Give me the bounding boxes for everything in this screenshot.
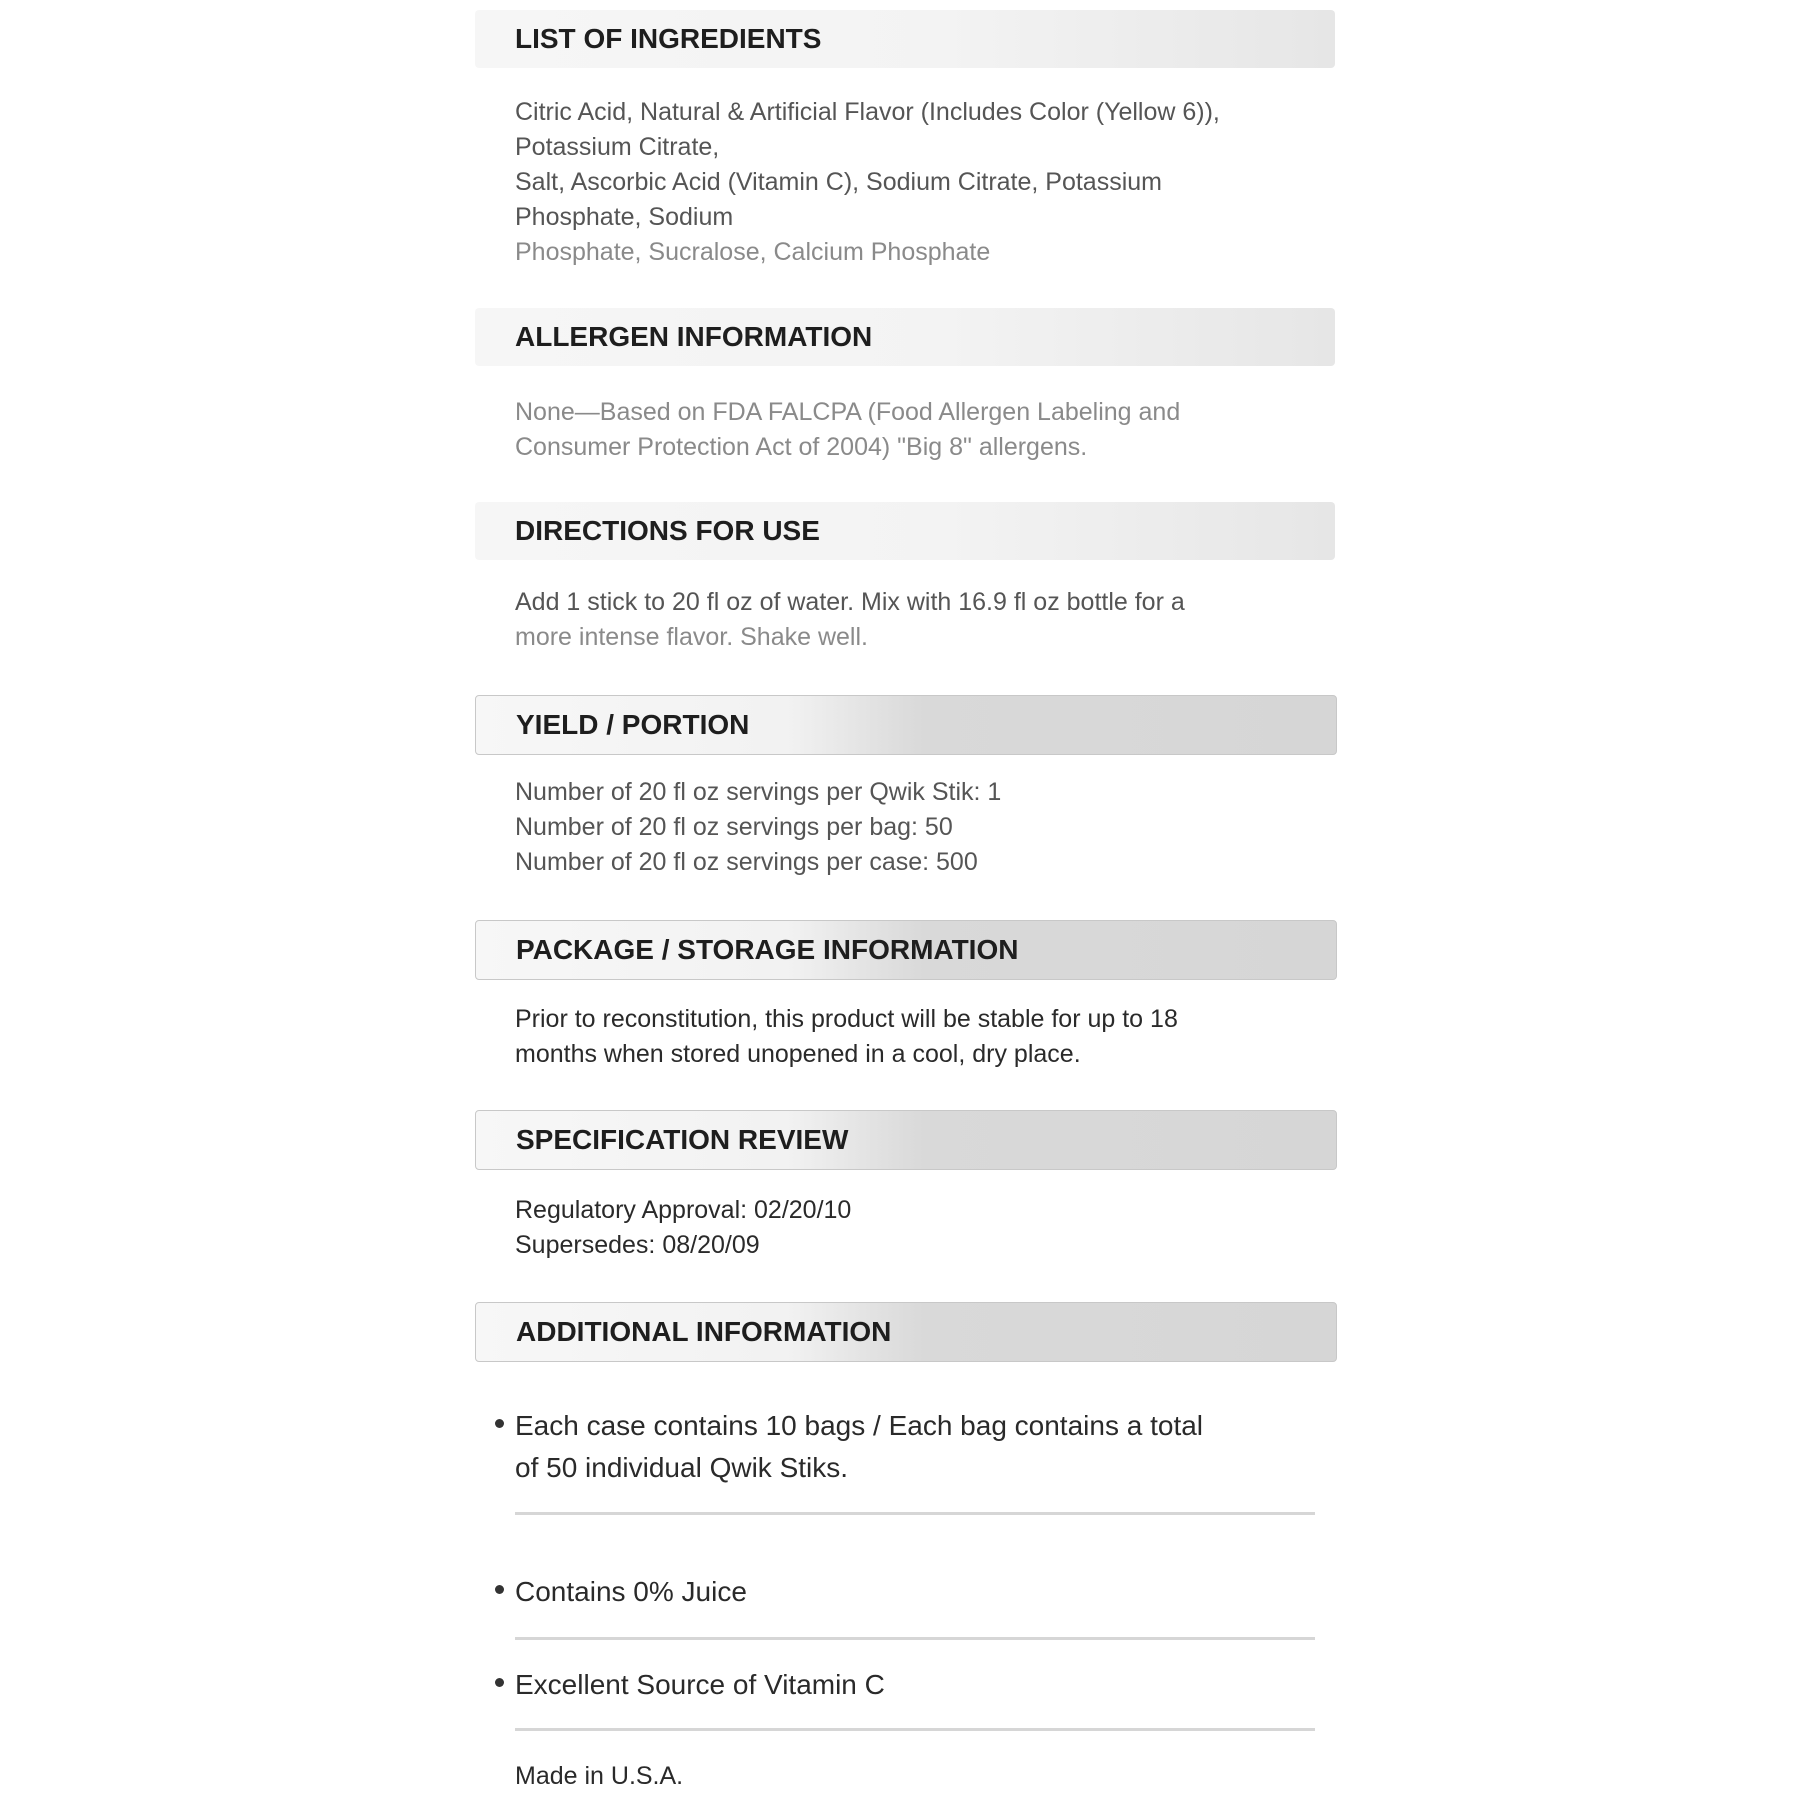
package-line: Prior to reconstitution, this product will be stable for up to 18 bbox=[515, 1005, 1178, 1033]
bullet-dot bbox=[495, 1585, 504, 1594]
package-header bbox=[475, 920, 1337, 980]
bullet-text: Excellent Source of Vitamin C bbox=[515, 1669, 885, 1700]
yield-line: Number of 20 fl oz servings per case: 500 bbox=[515, 848, 978, 876]
allergen-header bbox=[475, 308, 1335, 366]
spec-title: SPECIFICATION REVIEW bbox=[516, 1124, 849, 1155]
allergen-title: ALLERGEN INFORMATION bbox=[515, 321, 873, 352]
bullet-text: Contains 0% Juice bbox=[515, 1576, 747, 1607]
yield-line: Number of 20 fl oz servings per bag: 50 bbox=[515, 813, 953, 841]
ingredients-line: Citric Acid, Natural & Artificial Flavor (Includes Color (Yellow 6)), bbox=[515, 98, 1220, 126]
bullet-text bbox=[515, 1405, 1315, 1489]
allergen-line: None—Based on FDA FALCPA (Food Allergen Labeling and bbox=[515, 398, 1181, 426]
yield-header bbox=[475, 695, 1337, 755]
allergen-text bbox=[515, 395, 1315, 465]
spec-sheet bbox=[475, 0, 1335, 1800]
ingredients-line: Phosphate, Sodium bbox=[515, 203, 734, 231]
bullet-line: Each case contains 10 bags / Each bag contains a total bbox=[515, 1410, 1204, 1441]
yield-text bbox=[515, 775, 1315, 880]
spec-text bbox=[515, 1193, 1315, 1263]
directions-line: more intense flavor. Shake well. bbox=[515, 623, 868, 651]
ingredients-title: LIST OF INGREDIENTS bbox=[515, 23, 822, 54]
yield-line: Number of 20 fl oz servings per Qwik Stik: 1 bbox=[515, 778, 1002, 806]
bullet-dot bbox=[495, 1419, 504, 1428]
made-in-label: Made in U.S.A. bbox=[515, 1762, 684, 1790]
divider bbox=[515, 1512, 1315, 1515]
ingredients-line: Salt, Ascorbic Acid (Vitamin C), Sodium Citrate, Potassium bbox=[515, 168, 1162, 196]
additional-title: ADDITIONAL INFORMATION bbox=[516, 1316, 892, 1347]
package-text bbox=[515, 1002, 1315, 1072]
spec-header bbox=[475, 1110, 1337, 1170]
ingredients-line: Potassium Citrate, bbox=[515, 133, 720, 161]
package-line: months when stored unopened in a cool, dry place. bbox=[515, 1040, 1081, 1068]
spec-line: Regulatory Approval: 02/20/10 bbox=[515, 1196, 852, 1224]
bullet-dot bbox=[495, 1678, 504, 1687]
yield-title: YIELD / PORTION bbox=[516, 709, 750, 740]
additional-header bbox=[475, 1302, 1337, 1362]
allergen-line: Consumer Protection Act of 2004) "Big 8" allergens. bbox=[515, 433, 1088, 461]
directions-title: DIRECTIONS FOR USE bbox=[515, 515, 820, 546]
bullet-line: of 50 individual Qwik Stiks. bbox=[515, 1452, 849, 1483]
divider bbox=[515, 1728, 1315, 1731]
ingredients-line: Phosphate, Sucralose, Calcium Phosphate bbox=[515, 238, 991, 266]
directions-line: Add 1 stick to 20 fl oz of water. Mix with 16.9 fl oz bottle for a bbox=[515, 588, 1185, 616]
ingredients-text bbox=[515, 95, 1315, 270]
directions-text bbox=[515, 585, 1315, 655]
spec-line: Supersedes: 08/20/09 bbox=[515, 1231, 760, 1259]
ingredients-header bbox=[475, 10, 1335, 68]
directions-header bbox=[475, 502, 1335, 560]
divider bbox=[515, 1637, 1315, 1640]
package-title: PACKAGE / STORAGE INFORMATION bbox=[516, 934, 1019, 965]
